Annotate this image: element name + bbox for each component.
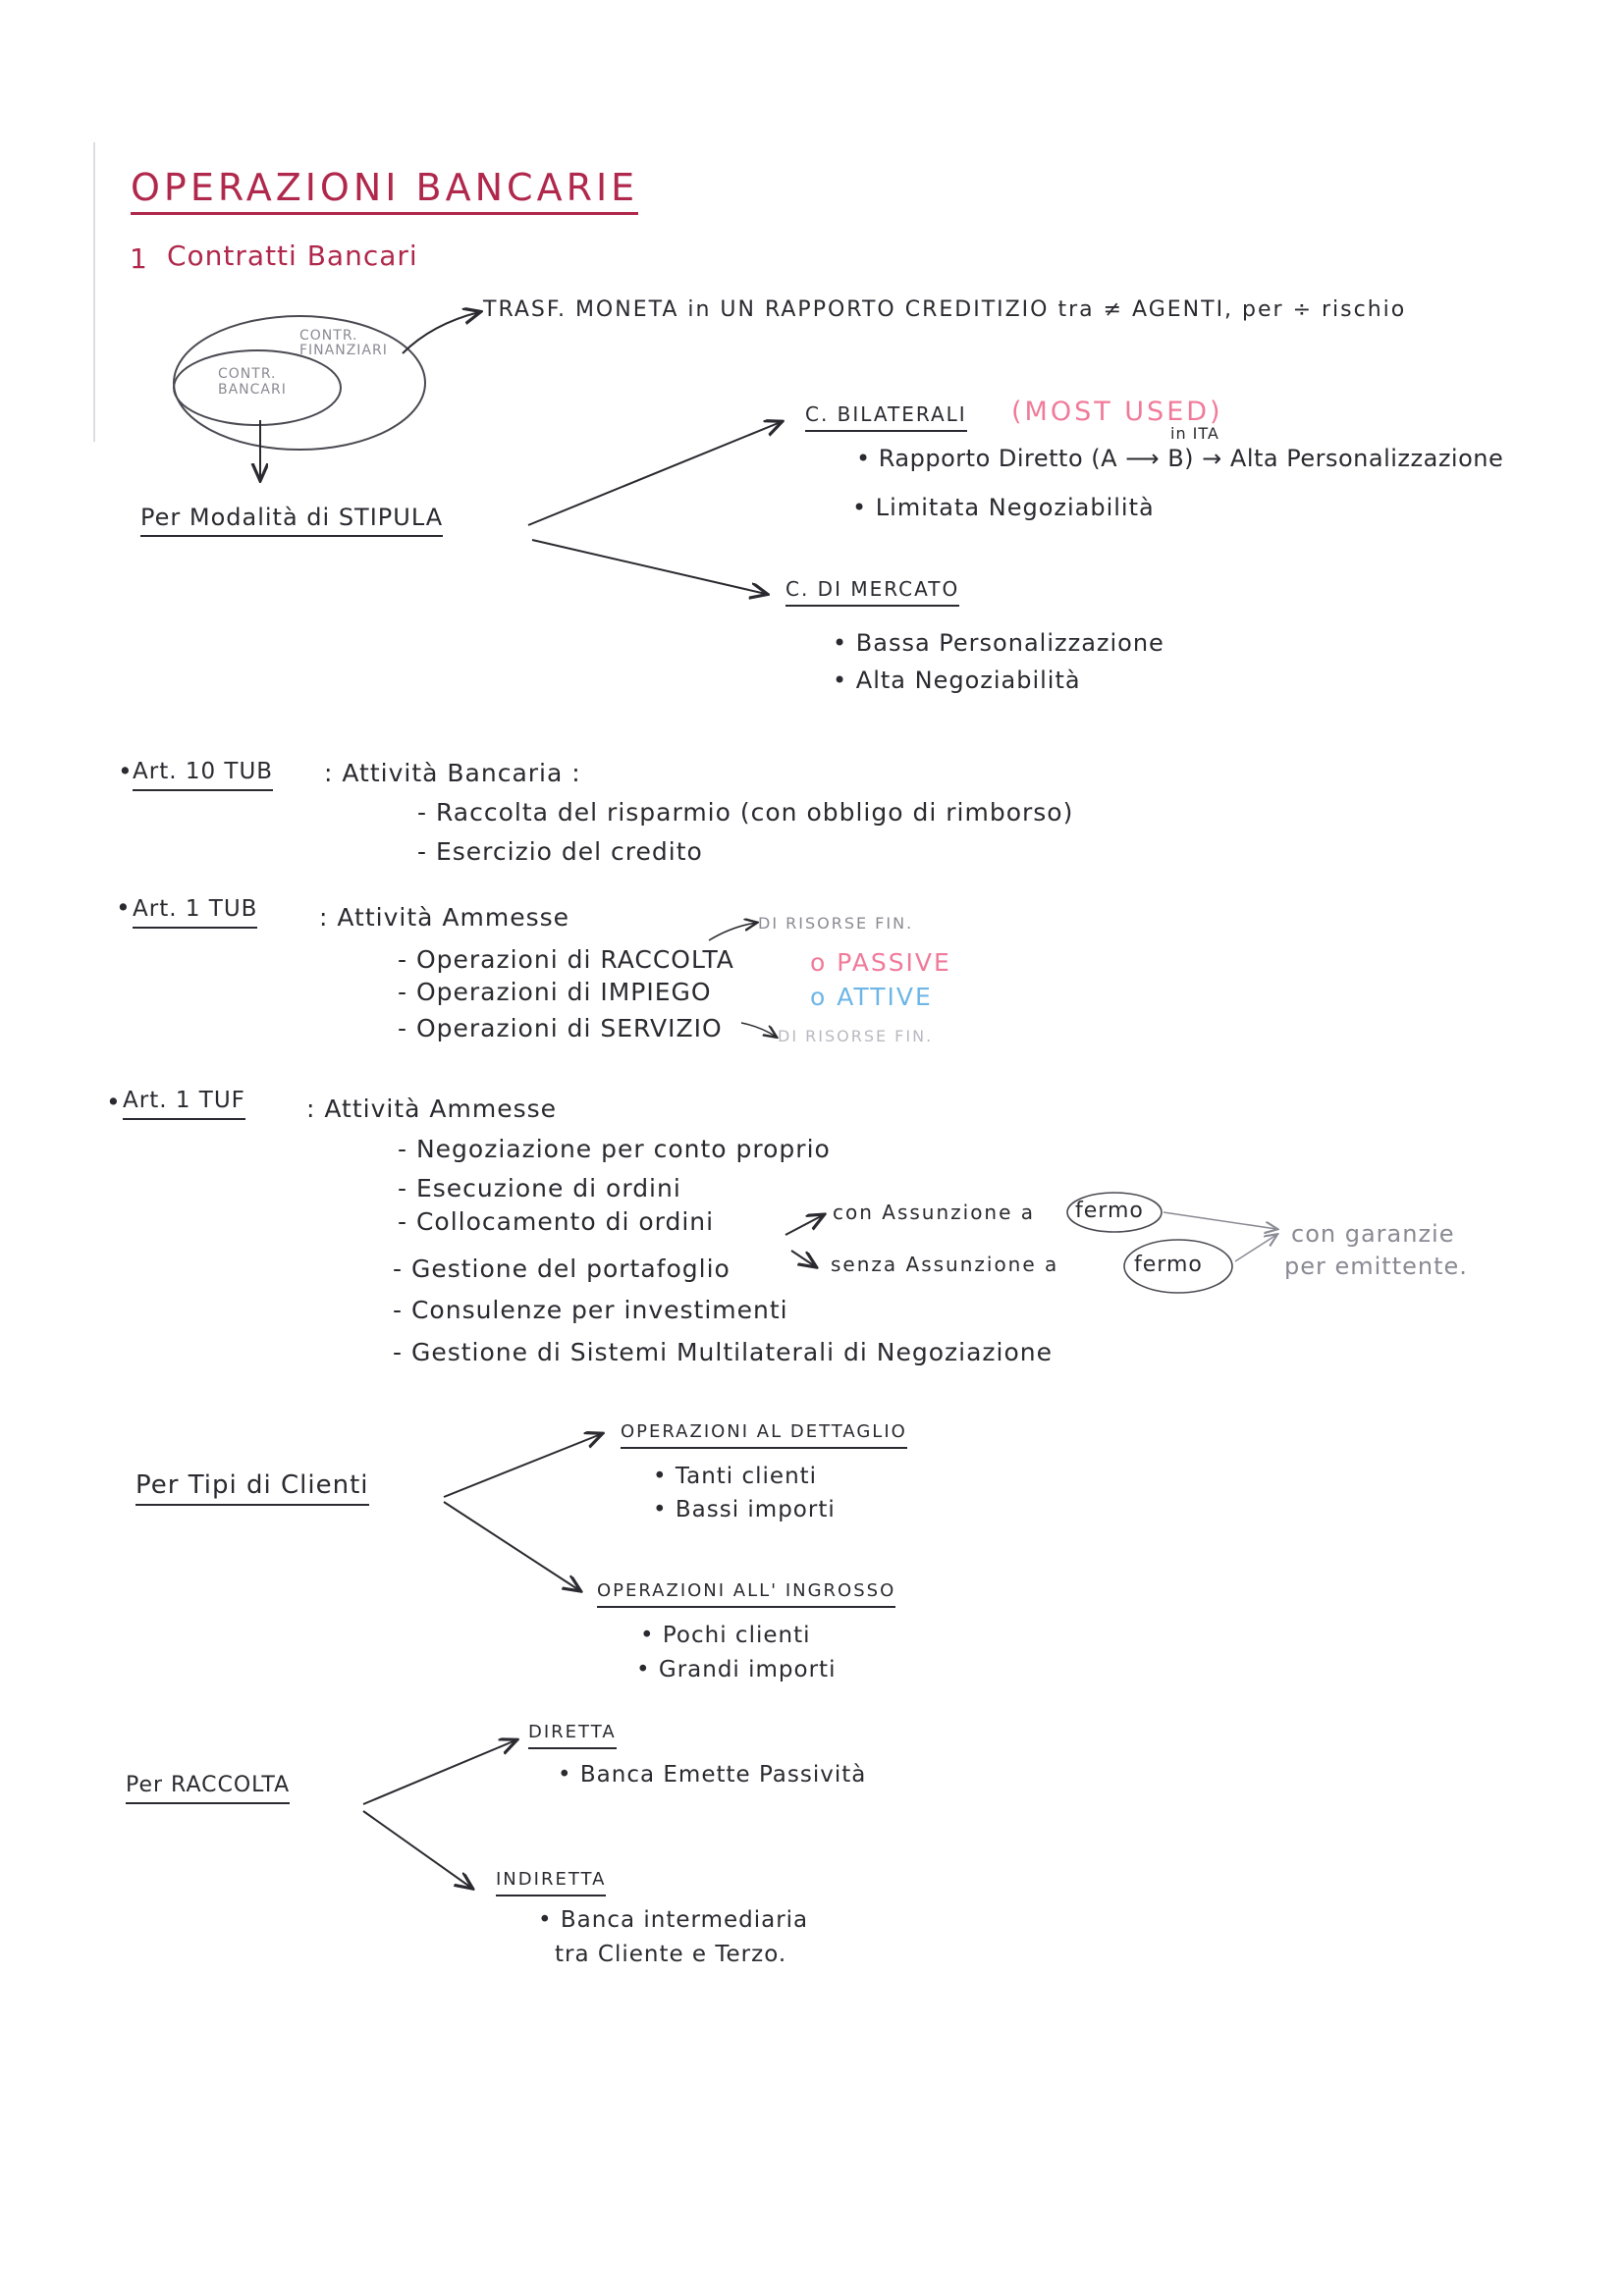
- bilaterali-item-1: • Rapporto Diretto (A ⟶ B) → Alta Personalizzazione: [856, 445, 1504, 472]
- stipula-label: Per Modalità di STIPULA: [140, 506, 443, 537]
- art1tub-heading: : Attività Ammesse: [319, 903, 570, 932]
- tuf-item-1: - Negoziazione per conto proprio: [398, 1135, 831, 1163]
- arrow-senza-assunzione: [791, 1251, 815, 1266]
- venn-inner-label: CONTR. BANCARI: [218, 366, 287, 399]
- art1tuf-bullet: •: [106, 1088, 122, 1116]
- indiretta-item-2: tra Cliente e Terzo.: [555, 1942, 787, 1967]
- passive-tag: o PASSIVE: [810, 948, 951, 977]
- venn-outer-label: CONTR. FINANZIARI: [299, 328, 388, 358]
- in-ita-note: in ITA: [1170, 424, 1219, 443]
- arrow-risorse-top: [709, 923, 756, 940]
- art10-item-1: - Raccolta del risparmio (con obbligo di rimborso): [417, 798, 1074, 827]
- arrow-risorse-bottom: [741, 1023, 776, 1037]
- dettaglio-title: OPERAZIONI AL DETTAGLIO: [621, 1423, 907, 1449]
- arrow-to-dettaglio: [444, 1434, 601, 1497]
- arrow-to-bilaterali: [528, 422, 781, 525]
- page-title: OPERAZIONI BANCARIE: [131, 169, 638, 215]
- fermo-bottom: fermo: [1134, 1253, 1203, 1277]
- definition-arrow: [403, 312, 479, 353]
- arrow-garanzie-bottom: [1235, 1235, 1276, 1261]
- tuf-item-3: - Collocamento di ordini: [398, 1207, 715, 1236]
- ingrosso-item-2: • Grandi importi: [636, 1657, 837, 1682]
- section-subtitle: Contratti Bancari: [167, 240, 418, 272]
- dettaglio-item-1: • Tanti clienti: [653, 1464, 818, 1489]
- mercato-item-2: • Alta Negoziabilità: [833, 667, 1081, 694]
- art10-item-2: - Esercizio del credito: [417, 837, 703, 866]
- ingrosso-title: OPERAZIONI ALL' INGROSSO: [597, 1582, 895, 1608]
- dettaglio-item-2: • Bassi importi: [653, 1497, 836, 1522]
- garanzie-line-1: con garanzie: [1291, 1220, 1455, 1248]
- senza-assunzione: senza Assunzione a: [831, 1253, 1059, 1276]
- art1tub-item-3: - Operazioni di SERVIZIO: [398, 1014, 723, 1042]
- arrow-con-assunzione: [785, 1215, 823, 1235]
- raccolta-label: Per RACCOLTA: [126, 1775, 290, 1804]
- tuf-item-4: - Gestione del portafoglio: [393, 1255, 731, 1283]
- diretta-title: DIRETTA: [528, 1724, 617, 1749]
- art10-bullet: •: [118, 757, 134, 785]
- garanzie-line-2: per emittente.: [1284, 1253, 1468, 1280]
- art1tuf-heading: : Attività Ammesse: [306, 1095, 558, 1123]
- art1tub-label: Art. 1 TUB: [133, 898, 257, 929]
- fermo-top: fermo: [1075, 1199, 1144, 1223]
- indiretta-item-1: • Banca intermediaria: [538, 1907, 809, 1933]
- arrow-to-mercato: [532, 540, 766, 594]
- diretta-item-1: • Banca Emette Passività: [558, 1762, 867, 1788]
- clienti-label: Per Tipi di Clienti: [135, 1472, 369, 1506]
- tuf-item-5: - Consulenze per investimenti: [393, 1296, 788, 1324]
- ingrosso-item-1: • Pochi clienti: [640, 1623, 811, 1648]
- risorse-note-top: DI RISORSE FIN.: [758, 914, 914, 933]
- contract-definition: TRASF. MONETA in UN RAPPORTO CREDITIZIO tra ≠ AGENTI, per ÷ rischio: [483, 297, 1407, 322]
- art1tub-bullet: •: [116, 893, 132, 922]
- mercato-title: C. DI MERCATO: [785, 579, 959, 607]
- attive-tag: o ATTIVE: [810, 983, 933, 1011]
- mercato-item-1: • Bassa Personalizzazione: [833, 629, 1164, 657]
- art1tuf-label: Art. 1 TUF: [123, 1090, 245, 1120]
- art1tub-item-1: - Operazioni di RACCOLTA: [398, 945, 734, 974]
- arrow-garanzie-top: [1164, 1212, 1276, 1229]
- most-used-note: (MOST USED): [1011, 397, 1223, 427]
- art1tub-item-2: - Operazioni di IMPIEGO: [398, 978, 712, 1006]
- arrow-to-indiretta: [363, 1811, 471, 1888]
- bilaterali-title: C. BILATERALI: [805, 404, 967, 432]
- bilaterali-item-2: • Limitata Negoziabilità: [852, 494, 1155, 521]
- tuf-item-6: - Gestione di Sistemi Multilaterali di Negoziazione: [393, 1338, 1053, 1366]
- art10-label: Art. 10 TUB: [133, 761, 273, 791]
- indiretta-title: INDIRETTA: [496, 1871, 606, 1896]
- arrow-to-diretta: [363, 1740, 515, 1804]
- tuf-item-2: - Esecuzione di ordini: [398, 1174, 681, 1202]
- arrow-to-ingrosso: [444, 1502, 579, 1590]
- section-number: 1: [130, 242, 148, 275]
- con-assunzione: con Assunzione a: [833, 1201, 1036, 1224]
- art10-heading: : Attività Bancaria :: [324, 759, 581, 787]
- risorse-note-bottom: DI RISORSE FIN.: [778, 1027, 934, 1045]
